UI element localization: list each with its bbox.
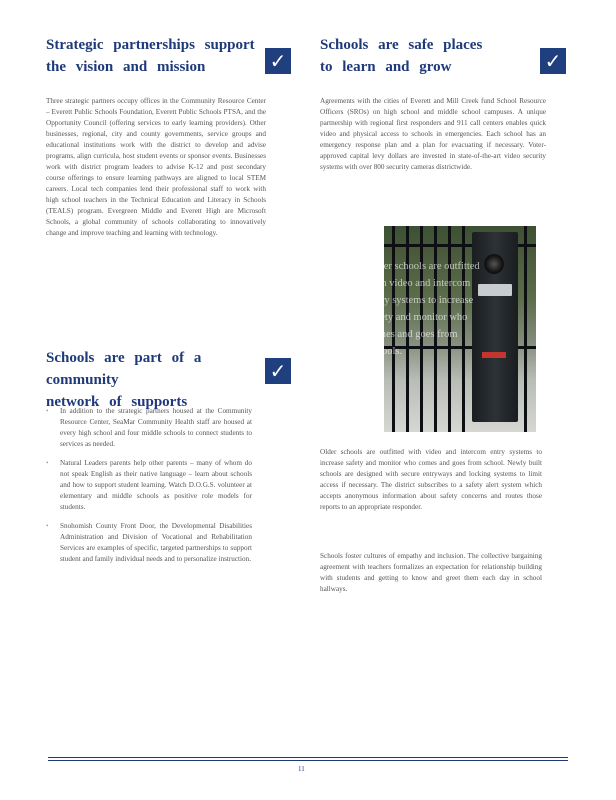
safe-schools-body: Agreements with the cities of Everett and Mill Creek fund School Resource Officers (SROs) on high school and middle school campuses. A unique partnership with regional first responders and 911 call centers enables quick video and physical access to schools in emergencies. Each school has an emergency response plan and a plan for evacuating if necessary. Voter-approved capital levy dollars are invested in state-of-the-art video security systems with over 800 security cameras districtwide. [320, 97, 546, 171]
checkmark-icon: ✓ [540, 48, 566, 74]
list-item: • In addition to the strategic partners housed at the Community Resource Center, SeaMar Community Health staff are housed at every high school and four middle schools to connect students to services as needed. [46, 406, 252, 450]
checkmark-icon: ✓ [265, 358, 291, 384]
title-line: the vision and mission [46, 59, 206, 75]
title-line: network of supports [46, 394, 188, 410]
community-bullet-list [46, 406, 252, 573]
title-line: Schools are part of a community [46, 350, 202, 388]
page-number: 11 [298, 765, 305, 773]
section-title-partnerships [46, 34, 266, 78]
title-line: to learn and grow [320, 59, 452, 75]
list-item: • Natural Leaders parents help other parents – many of whom do not speak English as their native language – learn about schools and how to support student learning. Watch D.O.G.S. volunteer at elementary and middle schools as positive role models for students. [46, 458, 252, 513]
security-gate-photo [368, 226, 536, 432]
section-title-safe-schools [320, 34, 540, 78]
section-title-community [46, 347, 266, 413]
footer-rule [48, 757, 568, 758]
checkmark-icon: ✓ [265, 48, 291, 74]
footer-rule [48, 760, 568, 761]
partnerships-body: Three strategic partners occupy offices in the Community Resource Center – Everett Public Schools Foundation, Everett Public Schools PTSA, and the Opportunity Council (offering services to early learning providers). Other businesses, regional, city and county governments, service groups and educational institutions work with the district to develop and advise programs, align curricula, host student events or sponsor events. Businesses work with district program leaders to advise K-12 and post secondary course offerings to ensure learning pathways are aligned to local STEM careers. Local tech companies lend their professional staff to work with high school teachers in the Technical Education and Literacy in Schools (TEALS) program. Evergreen Middle and Everett High are Microsoft Schools, a global community of schools collaborating to innovatively change and improve teaching and learning with technology. [46, 97, 266, 237]
empathy-body: Schools foster cultures of empathy and inclusion. The collective bargaining agreement with teachers formalizes an expectation for relationship building with students and getting to know and greet them each day in school hallways. [320, 552, 542, 593]
list-item: • Snohomish County Front Door, the Developmental Disabilities Administration and Division of Vocational and Rehabilitation Services are examples of specific, targeted partnerships to support student and family individual needs and to personalize instruction. [46, 521, 252, 565]
entry-systems-body: Older schools are outfitted with video and intercom entry systems to increase safety and monitor who comes and goes from school. Newly built schools are designed with secure entryways and locking systems to limit access if necessary. The district subscribes to a safety alert system which accepts anonymous information about safety concerns and routes those reports to an appropriate responder. [320, 448, 542, 511]
title-line: Strategic partnerships support [46, 37, 255, 53]
photo-caption-overlay: Older schools are outfitted with video and intercom entry systems to increase safety and monitor who comes and goes from schools. [368, 261, 480, 357]
title-line: Schools are safe places [320, 37, 483, 53]
